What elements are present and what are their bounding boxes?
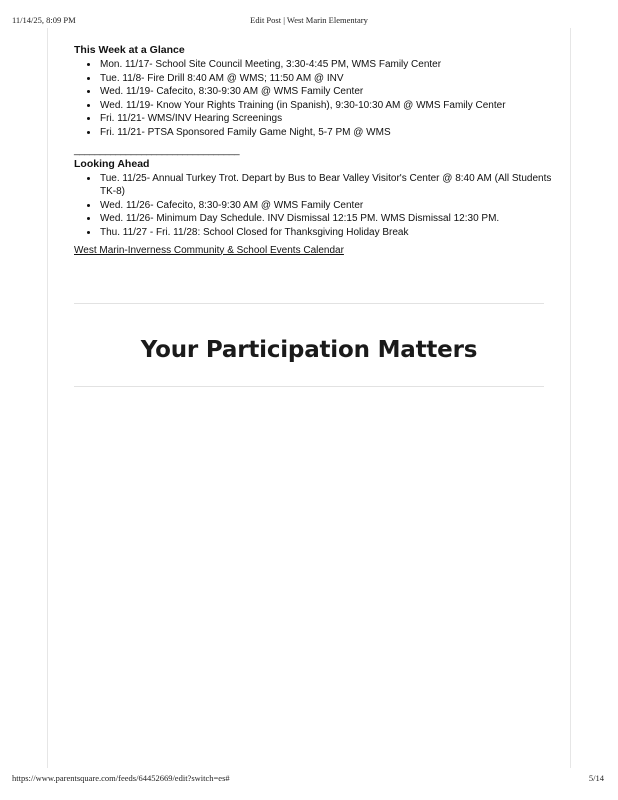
list-item: • Wed. 11/26- Cafecito, 8:30-9:30 AM @ WMS Family Center: [99, 199, 554, 213]
section-title: Your Participation Matters: [140, 337, 478, 363]
list-item: • Wed. 11/19- Cafecito, 8:30-9:30 AM @ WMS Family Center: [99, 85, 554, 99]
page-number: 5/14: [588, 773, 604, 783]
text-divider: ________________________________: [74, 144, 240, 156]
list-item: • Tue. 11/8- Fire Drill 8:40 AM @ WMS; 11:50 AM @ INV: [99, 72, 554, 86]
print-date: 11/14/25, 8:09 PM: [12, 15, 76, 25]
page-frame-right: [570, 28, 571, 768]
looking-ahead-list: [74, 172, 554, 240]
section-divider-bottom: [74, 386, 544, 387]
post-content: [74, 44, 554, 258]
list-item: • Fri. 11/21- WMS/INV Hearing Screenings: [99, 112, 554, 126]
looking-ahead-heading: Looking Ahead: [74, 157, 150, 170]
this-week-heading: This Week at a Glance: [74, 44, 185, 56]
list-item: • Mon. 11/17- School Site Council Meeting, 3:30-4:45 PM, WMS Family Center: [99, 58, 554, 72]
print-page-title: Edit Post | West Marin Elementary: [250, 15, 368, 25]
list-item: • Wed. 11/26- Minimum Day Schedule. INV Dismissal 12:15 PM. WMS Dismissal 12:30 PM.: [99, 212, 554, 226]
print-url: https://www.parentsquare.com/feeds/64452669/edit?switch=es#: [12, 773, 230, 783]
list-item: • Fri. 11/21- PTSA Sponsored Family Game Night, 5-7 PM @ WMS: [99, 126, 554, 140]
page-frame-left: [47, 28, 48, 768]
list-item: • Wed. 11/19- Know Your Rights Training (in Spanish), 9:30-10:30 AM @ WMS Family Center: [99, 99, 554, 113]
print-footer: [0, 773, 618, 785]
section-divider-top: [74, 303, 544, 304]
list-item: • Thu. 11/27 - Fri. 11/28: School Closed for Thanksgiving Holiday Break: [99, 226, 554, 240]
list-item: • Tue. 11/25- Annual Turkey Trot. Depart by Bus to Bear Valley Visitor's Center @ 8:40 AM (All Students TK-8): [99, 172, 554, 199]
events-calendar-link[interactable]: West Marin-Inverness Community & School Events Calendar: [74, 244, 344, 256]
this-week-list: [74, 58, 554, 140]
print-header: [0, 15, 618, 27]
